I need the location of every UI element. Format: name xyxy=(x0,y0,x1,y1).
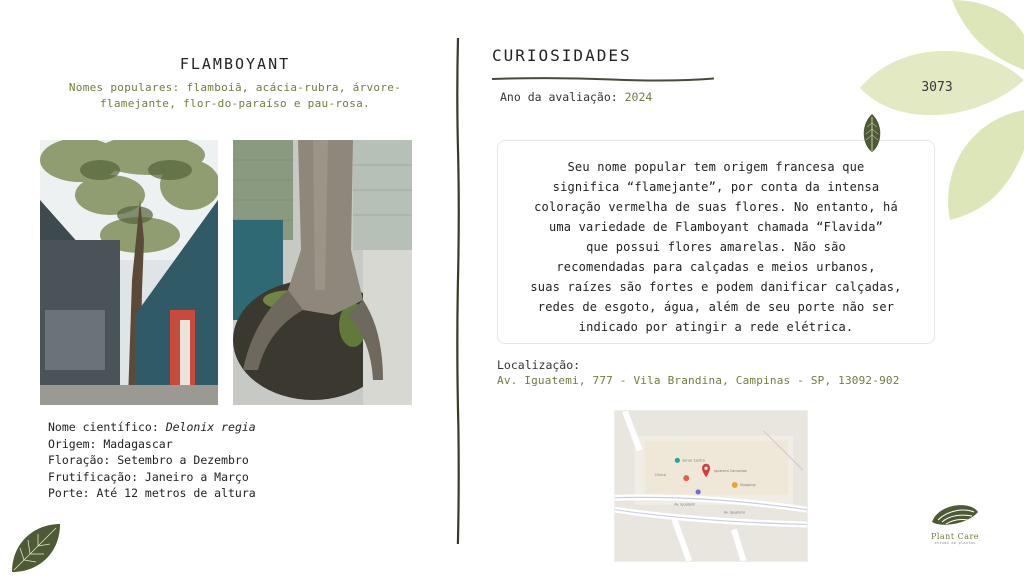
curiosity-line: suas raízes são fortes e podem danificar calçadas, xyxy=(530,280,902,294)
year-value: 2024 xyxy=(624,90,653,104)
curiosity-line: coloração vermelha de suas flores. No entanto, há xyxy=(534,200,898,214)
svg-text:Av. Iguatemi: Av. Iguatemi xyxy=(723,510,745,515)
popular-names xyxy=(50,80,420,112)
evaluation-year xyxy=(500,90,652,104)
location-label: Localização: xyxy=(497,358,581,372)
year-label: Ano da avaliação: xyxy=(500,90,625,104)
popular-names-line-1: Nomes populares: flamboiã, acácia-rubra, árvore- xyxy=(68,81,402,94)
logo-leaf-icon xyxy=(930,500,980,530)
title-underline xyxy=(492,68,714,76)
vertical-divider xyxy=(455,38,461,544)
svg-text:Iguatemi Campinas: Iguatemi Campinas xyxy=(713,469,747,474)
leaf-icon xyxy=(862,113,882,153)
curiosity-line: uma variedade de Flamboyant chamada “Flavida” xyxy=(548,220,884,234)
svg-text:Av. Iguatemi: Av. Iguatemi xyxy=(674,502,696,507)
location-address[interactable]: Av. Iguatemi, 777 - Vila Brandina, Campinas - SP, 13092-902 xyxy=(497,374,900,387)
fact-fruiting: Frutificação: Janeiro a Março xyxy=(48,469,249,484)
plant-facts xyxy=(48,419,428,502)
curiosity-line: indicado por atingir a rede elétrica. xyxy=(578,320,854,334)
curiosity-line: redes de esgoto, água, além de seu porte não ser xyxy=(537,300,895,314)
curiosity-line: que possui flores amarelas. Não são xyxy=(586,240,846,254)
tree-trunk-photo xyxy=(233,140,412,405)
fact-origin: Origem: Madagascar xyxy=(48,436,173,451)
logo-name: Plant Care xyxy=(930,532,980,541)
plant-care-logo xyxy=(920,500,990,552)
plant-title: FLAMBOYANT xyxy=(179,55,291,73)
fact-scientific-name xyxy=(48,419,428,436)
curiosity-line: recomendadas para calçadas e meios urbanos, xyxy=(556,260,876,274)
fact-flowering: Floração: Setembro a Dezembro xyxy=(48,453,249,467)
section-title: CURIOSIDADES xyxy=(492,46,632,65)
fact-scientific-label: Nome científico: xyxy=(48,420,166,434)
svg-text:Senac Centro: Senac Centro xyxy=(682,458,705,463)
curiosity-line: significa “flamejante”, por conta da intensa xyxy=(552,180,880,194)
logo-subtitle: estudo de plantas xyxy=(934,541,976,545)
location-map[interactable] xyxy=(614,410,808,562)
fact-size: Porte: Até 12 metros de altura xyxy=(48,486,256,500)
decorative-leaves xyxy=(860,0,1024,230)
curiosity-line: Seu nome popular tem origem francesa que xyxy=(567,160,865,174)
svg-text:Shopping: Shopping xyxy=(739,483,756,487)
popular-names-line-2: flamejante, flor-do-paraíso e pau-rosa. xyxy=(100,97,370,110)
leaf-icon xyxy=(10,522,62,574)
fact-scientific-value: Delonix regia xyxy=(165,420,256,434)
tree-canopy-photo xyxy=(40,140,218,405)
plant-code-badge: 3073 xyxy=(921,80,953,95)
svg-text:Clinica: Clinica xyxy=(654,473,666,478)
